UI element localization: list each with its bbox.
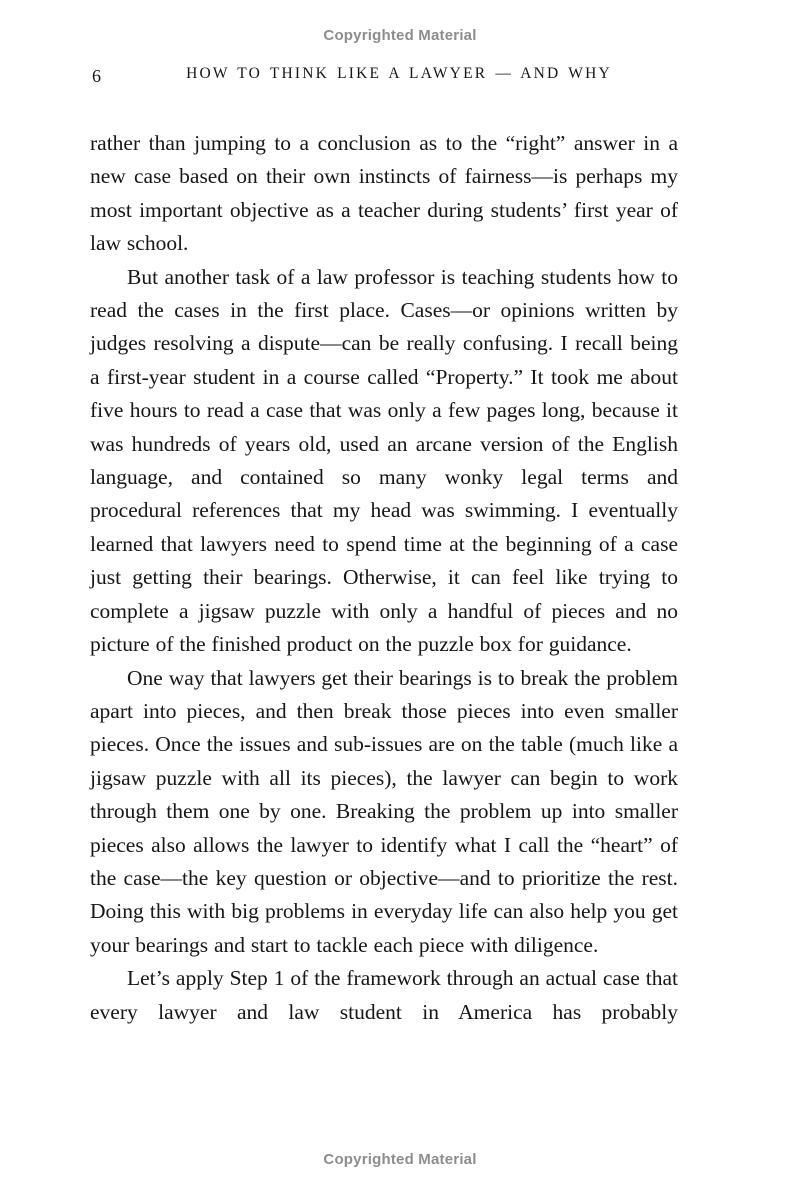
copyright-watermark-bottom: Copyrighted Material	[323, 1151, 477, 1168]
paragraph: Let’s apply Step 1 of the framework through an actual case that every lawyer and law student in America has probably	[90, 966, 678, 1024]
running-title: HOW TO THINK LIKE A LAWYER — AND WHY	[186, 65, 612, 82]
copyright-watermark-top: Copyrighted Material	[323, 27, 477, 44]
paragraph-continuation: rather than jumping to a conclusion as to the “right” answer in a new case based on their own instincts of fairness—is perhaps my most important objective as a teacher during students’ first year of law school.	[90, 131, 678, 256]
body-text	[90, 127, 678, 1029]
paragraph: But another task of a law professor is teaching students how to read the cases in the first place. Cases—or opinions written by judges resolving a dispute—can be really confusing. I recall being a first-year student in a course called “Property.” It took me about five hours to read a case that was only a few pages long, because it was hundreds of years old, used an arcane version of the English language, and contained so many wonky legal terms and procedural references that my head was swimming. I eventually learned that lawyers need to spend time at the beginning of a case just getting their bearings. Otherwise, it can feel like trying to complete a jigsaw puzzle with only a handful of pieces and no picture of the finished product on the puzzle box for guidance.	[90, 264, 678, 657]
page-number: 6	[92, 66, 101, 86]
page-header	[90, 65, 708, 89]
paragraph: One way that lawyers get their bearings is to break the problem apart into pieces, and then break those pieces into even smaller pieces. Once the issues and sub-issues are on the table (much like a jigsaw puzzle with all its pieces), the lawyer can begin to work through them one by one. Breaking the problem up into smaller pieces also allows the lawyer to identify what I call the “heart” of the case—the key question or objective—and to prioritize the rest. Doing this with big problems in everyday life can also help you get your bearings and start to tackle each piece with diligence.	[90, 665, 678, 957]
